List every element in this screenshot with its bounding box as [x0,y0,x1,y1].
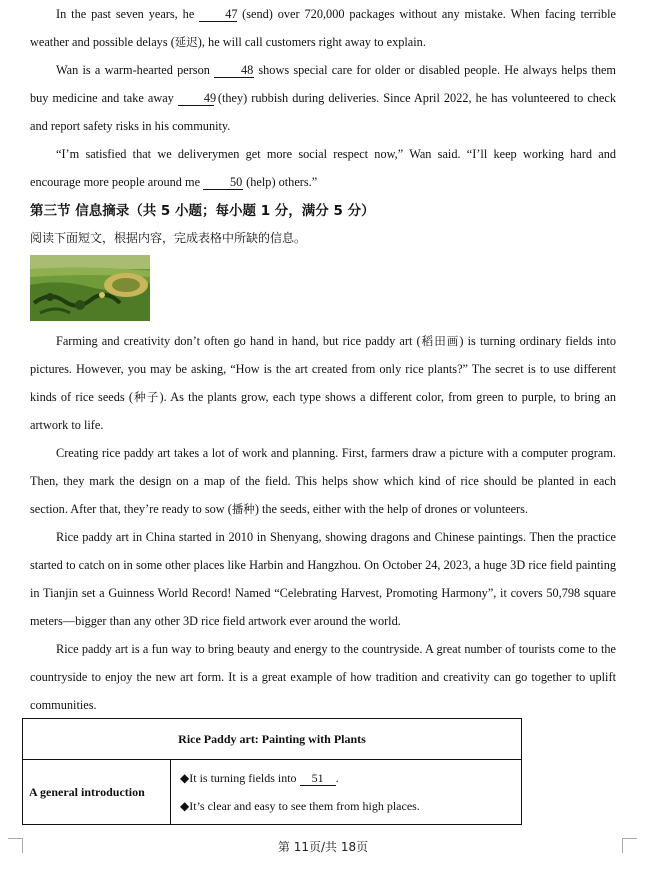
diamond-bullet-icon: ◆ [180,799,190,813]
answer-blank-48[interactable]: 48 [214,63,254,78]
answer-blank-47[interactable]: 47 [199,7,237,22]
text-run: Farming and creativity don’t often go hand in hand, but rice paddy art ( [56,334,421,348]
text-run: Creating rice paddy art takes a lot of work and planning. First, farmers draw a picture with a computer program. Then, they mark the design on a map of the field. This helps show which kind of rice should be planted in each section. After that, they’re ready to sow ( [30,446,616,516]
text-run: “I’m satisfied that we deliverymen get more social respect now,” Wan said. “I’ll keep working hard and encourage more people around me [30,147,616,189]
chinese-gloss: 稻田画 [420,334,460,348]
answer-blank-49[interactable]: 49 [178,91,214,106]
rice-paddy-art-photo [30,255,150,321]
text-run: ), he will call customers right away to explain. [197,35,426,49]
diamond-bullet-icon: ◆ [180,771,190,785]
passage-paragraph-1 [30,0,616,56]
info-table [22,718,522,825]
chinese-gloss: 播种 [231,502,255,516]
passage-paragraph-2 [30,56,616,140]
text-run: ). As the plants grow, each type shows a different color, from green to purple, to bring an artwork to life. [30,390,616,432]
text-run: ) is turning ordinary fields into pictures. However, you may be asking, “How is the art created from only rice plants?” The secret is to use different kinds of rice seeds ( [30,334,616,404]
article-paragraph-4: Rice paddy art is a fun way to bring beauty and energy to the countryside. A great number of tourists come to the countryside to enjoy the new art form. It is a great example of how tradition and creativity can go together to uplift communities. [30,642,616,712]
text-run: . [335,771,339,785]
answer-blank-50[interactable]: 50 [203,175,243,190]
text-run: It is turning fields into [189,771,300,785]
answer-blank-51[interactable]: 51 [300,771,336,786]
section-title: 第三节 信息摘录（共 5 小题；每小题 1 分，满分 5 分） [30,203,375,219]
article-paragraph-3: Rice paddy art in China started in 2010 in Shenyang, showing dragons and Chinese paintings. Then the practice started to catch on in some other places like Harbin and Hangzhou. On October 24, 2023, a huge 3D rice field painting in Tianjin set a Guinness World Record! Named “Celebrating Harvest, Promoting Harmony”, it covers 50,798 square meters—bigger than any other 3D rice field artwork ever around the world. [30,530,616,628]
table-line-1 [172,764,520,792]
text-run: shows special care for older or disabled people. He always helps them buy medicine and take away [30,63,616,105]
text-run: Wan is a warm-hearted person [56,63,215,77]
text-run: (help) others.” [243,175,318,189]
article-paragraph-2 [30,439,616,523]
table-row-label: A general introduction [23,760,171,825]
page-content [30,0,616,719]
section-instruction: 阅读下面短文，根据内容，完成表格中所缺的信息。 [30,231,307,245]
chinese-gloss: 延迟 [174,35,198,49]
text-run: In the past seven years, he [56,7,200,21]
table-line-2 [172,792,520,820]
passage-paragraph-3 [30,140,616,196]
text-run: (send) over 720,000 packages without any mistake. When facing terrible weather and possible delays ( [30,7,616,49]
text-run: It’s clear and easy to see them from high places. [189,799,420,813]
page-footer: 第 11页/共 18页 [277,840,369,854]
table-row-content [171,760,522,825]
text-run: ) the seeds, either with the help of drones or volunteers. [254,502,528,516]
table-title: Rice Paddy art: Painting with Plants [23,719,522,760]
text-run: (they) rubbish during deliveries. Since April 2022, he has volunteered to check and report safety risks in his community. [30,91,616,133]
chinese-gloss: 种子 [133,390,160,404]
article-paragraph-1 [30,327,616,439]
